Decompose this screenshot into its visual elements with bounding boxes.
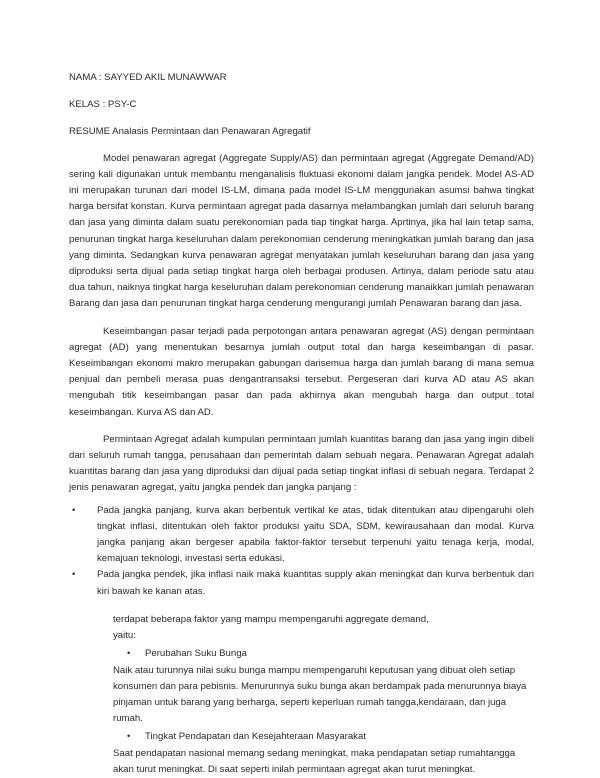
list-item [113, 729, 534, 745]
factors-intro-cont: yaitu: [113, 630, 136, 642]
list-item [69, 503, 534, 568]
class-line: KELAS : PSY-C [69, 99, 137, 111]
paragraph-keseimbangan: Keseimbangan pasar terjadi pada perpotongan antara penawaran agregat (AS) dengan permintaan agregat (AD) yang menentukan besarnya jumlah output total dan harga keseimbangan di pasar. Keseimbangan ekonomi makro merupakan gabungan darisemua harga dan jumlah barang di mana semua penjual dan pembeli merasa puas dengantransaksi tersebut. Pergeseran dari kurva AD atau AS akan mengubah titik keseimbangan pasar dan pada akhirnya akan mengubah harga dan output total keseimbangan. Kurva AS dan AD. [69, 325, 534, 418]
factors-section [69, 612, 534, 778]
resume-title: RESUME Analasis Permintaan dan Penawaran Agregatif [69, 126, 311, 138]
list-item [113, 646, 534, 662]
factor-title-interest-rate: Perubahan Suku Bunga [145, 648, 247, 660]
bullet-icon: • [127, 731, 131, 743]
list-item [69, 567, 534, 599]
factors-intro: terdapat beberapa faktor yang mampu mempengaruhi aggregate demand, [113, 613, 429, 625]
paragraph-model-as-ad: Model penawaran agregat (Aggregate Supply/AS) dan permintaan agregat (Aggregate Demand/AD) sering kali digunakan untuk membantu menganalisis fluktuasi ekonomi dalam jangka pendek. Model AS-AD ini merupakan turunan dari model IS-LM, dimana pada model IS-LM menggunakan asumsi bahwa tingkat harga bersifat konstan. Kurva permintaan agregat pada dasarnya melambangkan jumlah dari seluruh barang dan jasa yang diminta dalam suatu perekonomian pada tiap tingkat harga. Aprtinya, jika hal lain tetap sama, penurunan tingkat harga keseluruhan dalam perekonomian cenderung meningkatkan jumlah barang dan jasa yang diminta. Sedangkan kurva penawaran agregat menyatakan jumlah keseluruhan barang dan jasa yang diproduksi serta dijual pada setiap tingkat harga oleh berbagai produsen. Artinya, dalam periode satu atau dua tahun, naiknya tingkat harga keseluruhan dalam perekonomian cenderung manaikkan jumlah penawaran Barang dan jasa dan penurunan tingkat harga cenderung mengurangi jumlah Penawaran barang dan jasa. [69, 152, 534, 310]
factor-title-income: Tingkat Pendapatan dan Kesejahteraan Masyarakat [145, 731, 366, 743]
factor-text-income: Saat pendapatan nasional memang sedang meningkat, maka pendapatan setiap rumahtangga akan turut meningkat. Di saat seperti inilah permintaan agregat akan turut meningkat. [113, 747, 516, 775]
factors-list [113, 646, 534, 662]
paragraph-permintaan-agregat: Permintaan Agregat adalah kumpulan permintaan jumlah kuantitas barang dan jasa yang ingin dibeli dari seluruh rumah tangga, perusahaan dan pemerintah dalam sebuah negara. Penawaran Agregat adalah kuantitas barang dan jasa yang diproduksi dan dijual pada setiap tingkat inflasi di sebuah negara. Terdapat 2 jenis penawaran agregat, yaitu jangka pendek dan jangka panjang : [69, 433, 534, 494]
factor-text-interest-rate: Naik atau turunnya nilai suku bunga mampu mempengaruhi keputusan yang dibuat oleh setiap konsumen dan para pebisnis. Menurunnya suku bunga akan berdampak pada menurunnya biaya pinjaman untuk barang yang berharga, seperti keperluan rumah tangga,kendaraan, dan juga rumah. [113, 664, 527, 725]
factors-list [113, 729, 534, 745]
bullet-icon: • [72, 569, 76, 581]
bullet-icon: • [127, 648, 131, 660]
list-item-text: Pada jangka panjang, kurva akan berbentuk vertikal ke atas, tidak ditentukan atau dipengaruhi oleh tingkat inflasi, ditentukan oleh faktor produksi yaitu SDA, SDM, kewirausahaan dan modal. Kurva jangka panjang akan bergeser apabila faktor-faktor tersebut terpenuhi yaitu tenaga kerja, modal, kemajuan teknologi, investasi serta edukasi. [97, 504, 534, 565]
list-item-text: Pada jangka pendek, jika inflasi naik maka kuantitas supply akan meningkat dan kurva berbentuk dari kiri bawah ke kanan atas. [97, 569, 534, 597]
bullet-icon: • [72, 504, 76, 516]
name-line: NAMA : SAYYED AKIL MUNAWWAR [69, 72, 227, 83]
supply-types-list [69, 503, 534, 600]
